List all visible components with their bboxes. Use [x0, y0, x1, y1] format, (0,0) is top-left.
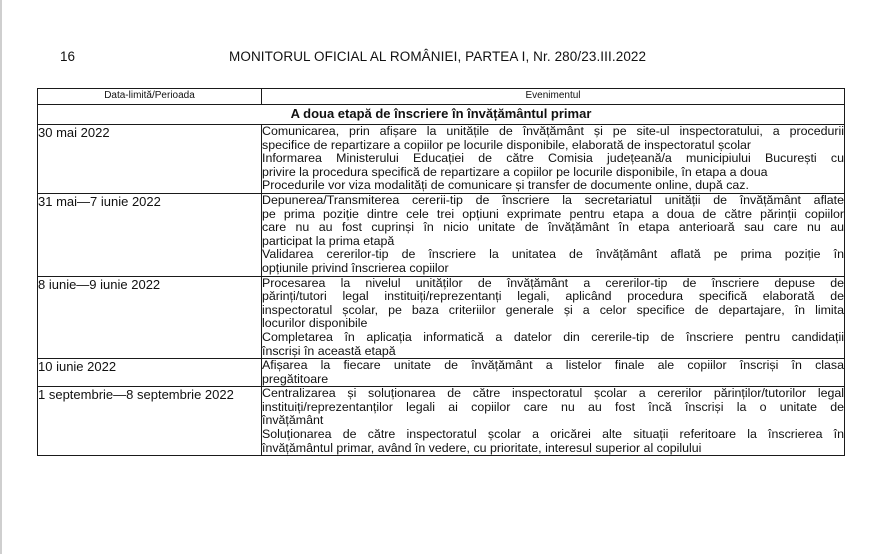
event-text-line: Afișarea la fiecare unitate de învățământ a listelor finale ale copiilor înscriși în clasa — [262, 359, 844, 373]
event-text-line: Procesarea la nivelul unităților de învățământ a cererilor-tip de înscriere depuse de — [262, 276, 844, 290]
column-header-events: Evenimentul — [262, 89, 845, 105]
event-text-line: Validarea cererilor-tip de înscriere la unitatea de învățământ aflată pe prima poziție în — [262, 248, 844, 262]
page-header — [0, 49, 884, 69]
event-text-line: Comunicarea, prin afișare la unitățile de învățământ și pe site-ul inspectoratului, a procedurii — [262, 125, 844, 138]
table-row — [38, 193, 845, 276]
event-text-line: Depunerea/Transmiterea cererii-tip de înscriere la secretariatul unității de învățământ aflate — [262, 193, 844, 207]
row-event — [262, 276, 845, 359]
table-row — [38, 125, 845, 194]
event-text-line: pe prima poziție dintre cele trei opțiuni exprimate pentru etapa a doua de către părinții copiilor — [262, 207, 844, 221]
event-text-line: Procedurile vor viza modalități de comunicare și transfer de documente online, după caz. — [262, 179, 749, 193]
event-text-line: părinți/tutori legal instituiți/reprezentanți legali, aplicând procedura specifică elaborată de — [262, 290, 844, 304]
event-text-line: Completarea în aplicația informatică a datelor din cererile-tip de înscriere pentru candidații — [262, 330, 844, 344]
event-text-line: Soluționarea de către inspectoratul școlar a oricărei alte situații referitoare la înscrierea în — [262, 428, 844, 442]
row-date: 30 mai 2022 — [38, 125, 262, 194]
row-event — [262, 125, 845, 194]
row-date: 31 mai—7 iunie 2022 — [38, 193, 262, 276]
table-row — [38, 276, 845, 359]
event-text-line: privire la procedura specifică de repartizare a copiilor pe locurile disponibile, în etapa a doua — [262, 165, 768, 179]
events-table — [37, 88, 845, 456]
running-head: MONITORUL OFICIAL AL ROMÂNIEI, PARTEA I, Nr. 280/23.III.2022 — [229, 49, 647, 64]
table-header-row — [38, 89, 845, 105]
row-date: 8 iunie—9 iunie 2022 — [38, 276, 262, 359]
event-text-line: specifice de repartizare a copiilor pe locurile disponibile, elaborată de inspectoratul școlar — [262, 138, 752, 152]
stage-title: A doua etapă de înscriere în învățământul primar — [38, 105, 845, 125]
column-header-date: Data-limită/Perioada — [38, 89, 262, 105]
table-row — [38, 359, 845, 387]
row-event — [262, 359, 845, 387]
event-text-line: învățământ — [262, 414, 324, 428]
event-text-line: instituiți/reprezentanților legali ai copiilor care nu au fost încă înscriși la o unitate de — [262, 400, 844, 414]
event-text-line: înscriși în această etapă — [262, 344, 396, 358]
stage-title-row — [38, 105, 845, 125]
event-text-line: Informarea Ministerului Educației de către Comisia județeană/a municipiului București cu — [262, 152, 844, 166]
page-number: 16 — [60, 49, 76, 64]
event-text-line: locurilor disponibile — [262, 317, 368, 331]
event-text-line: învățământul primar, având în vedere, cu prioritate, interesul superior al copilului — [262, 441, 702, 455]
page-edge — [0, 0, 2, 554]
row-date: 1 septembrie—8 septembrie 2022 — [38, 387, 262, 456]
event-text-line: Centralizarea și soluționarea de către inspectoratul școlar a cererilor părinților/tutorilor legal — [262, 387, 844, 401]
row-event — [262, 387, 845, 456]
event-text-line: care nu au fost cuprinși în nicio unitate de învățământ în etapa anterioară sau care nu au — [262, 221, 844, 235]
event-text-line: pregătitoare — [262, 372, 329, 386]
row-date: 10 iunie 2022 — [38, 359, 262, 387]
event-text-line: opțiunile privind înscrierea copiilor — [262, 261, 449, 275]
row-event — [262, 193, 845, 276]
event-text-line: inspectoratul școlar, pe baza criteriilor generale și a celor specifice de departajare, în limita — [262, 303, 844, 317]
event-text-line: participat la prima etapă — [262, 234, 395, 248]
table-row — [38, 387, 845, 456]
